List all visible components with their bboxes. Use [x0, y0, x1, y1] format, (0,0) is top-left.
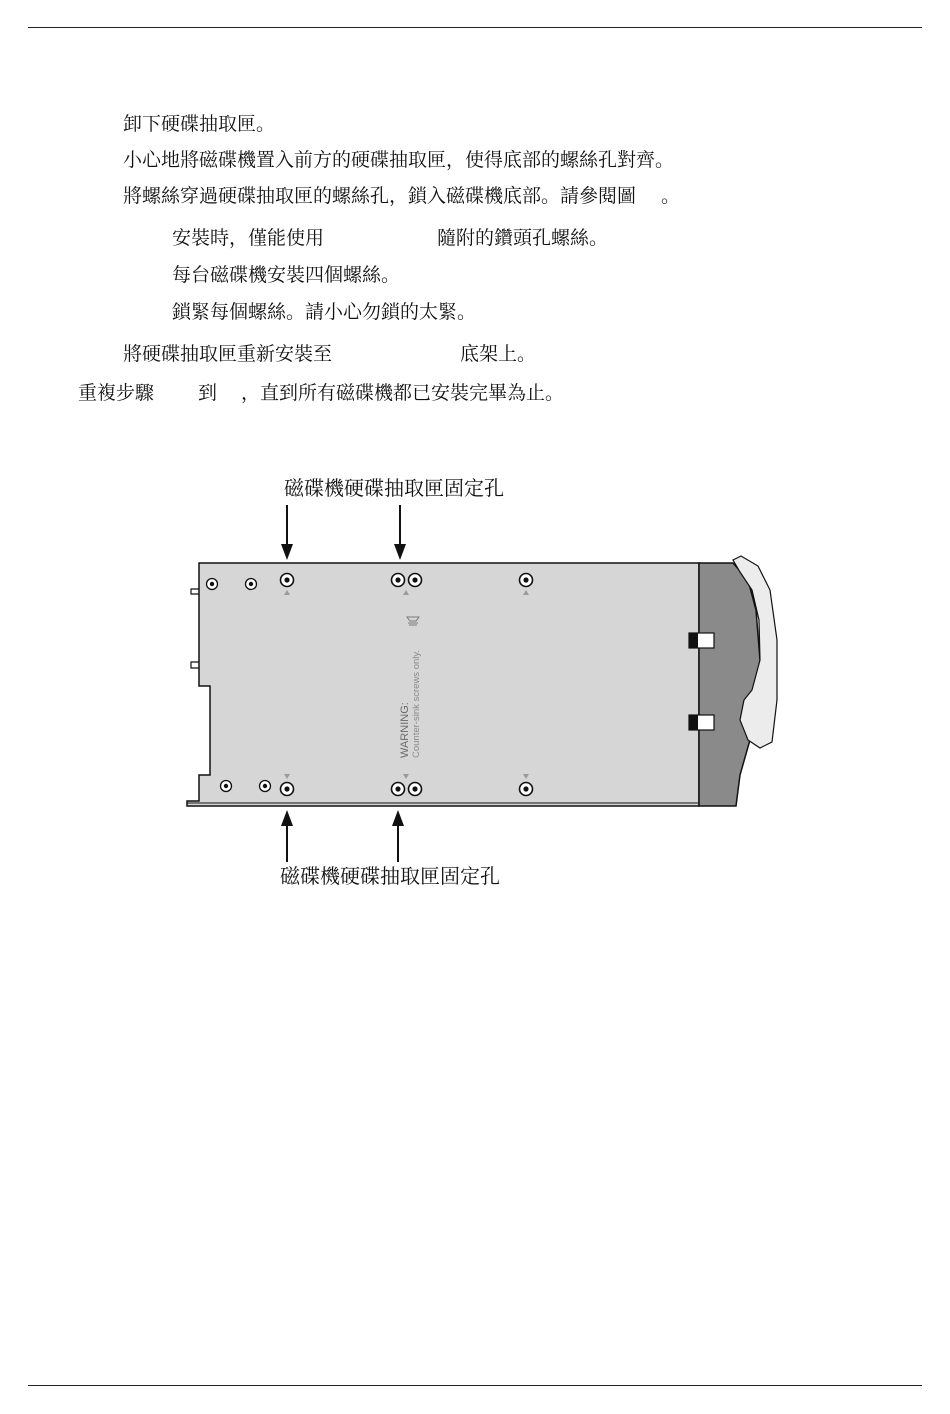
- sub-step-text: 每台磁碟機安裝四個螺絲。: [172, 264, 401, 286]
- connector-tab-lower: [191, 662, 199, 668]
- latch-lower-notch: [689, 715, 698, 730]
- step-text: 到: [198, 382, 218, 404]
- connector-tab-upper: [191, 589, 199, 594]
- step-text-a: 將硬碟抽取匣重新安裝至: [123, 343, 333, 365]
- tray-outline: [187, 563, 699, 806]
- screw-hole: [409, 783, 422, 796]
- step-text: 小心地將磁碟機置入前方的硬碟抽取匣，使得底部的螺絲孔對齊。: [123, 149, 675, 171]
- step-text: 重複步驟: [78, 382, 155, 404]
- sub-step-text-a: 安裝時，僅能使用: [172, 227, 325, 249]
- screw-hole-fixing: [392, 783, 405, 796]
- screw-hole: [520, 783, 533, 796]
- screw-hole: [207, 579, 218, 590]
- sub-step-text-b: 隨附的鑽頭孔螺絲。: [437, 227, 609, 249]
- arrowhead-top-right: [394, 544, 406, 560]
- screw-hole-fixing: [281, 574, 294, 587]
- warning-text: Counter-sink screws only.: [411, 649, 422, 758]
- arrowhead-bottom-left: [281, 810, 293, 826]
- screw-hole-fixing: [281, 783, 294, 796]
- screw-hole: [520, 574, 533, 587]
- step-text-b: 底架上。: [460, 343, 537, 365]
- arrowhead-top-left: [281, 544, 293, 560]
- sub-step-text: 鎖緊每個螺絲。請小心勿鎖的太緊。: [172, 301, 477, 323]
- callout-label-top: 磁碟機硬碟抽取匣固定孔: [284, 476, 504, 500]
- screw-hole: [221, 781, 232, 792]
- warning-title: WARNING:: [399, 702, 411, 758]
- screw-hole-fixing: [392, 574, 405, 587]
- latch-upper-notch: [689, 633, 698, 648]
- callout-label-bottom: 磁碟機硬碟抽取匣固定孔: [280, 864, 500, 888]
- step-text: ，直到所有磁碟機都已安裝完畢為止。: [241, 382, 565, 404]
- step-text: 將螺絲穿過硬碟抽取匣的螺絲孔，鎖入磁碟機底部。請參閱圖 。: [123, 185, 681, 207]
- callout-arrows-top: [281, 505, 406, 560]
- screw-hole: [246, 579, 257, 590]
- callout-arrows-bottom: [281, 810, 404, 862]
- step-text: 卸下硬碟抽取匣。: [123, 113, 276, 135]
- tray-handle: [689, 556, 777, 806]
- screw-hole: [260, 781, 271, 792]
- screw-hole: [409, 574, 422, 587]
- arrowhead-bottom-right: [392, 810, 404, 826]
- tray-body: [187, 563, 699, 806]
- bottom-rule: [28, 1385, 922, 1386]
- handle-block: [699, 563, 760, 806]
